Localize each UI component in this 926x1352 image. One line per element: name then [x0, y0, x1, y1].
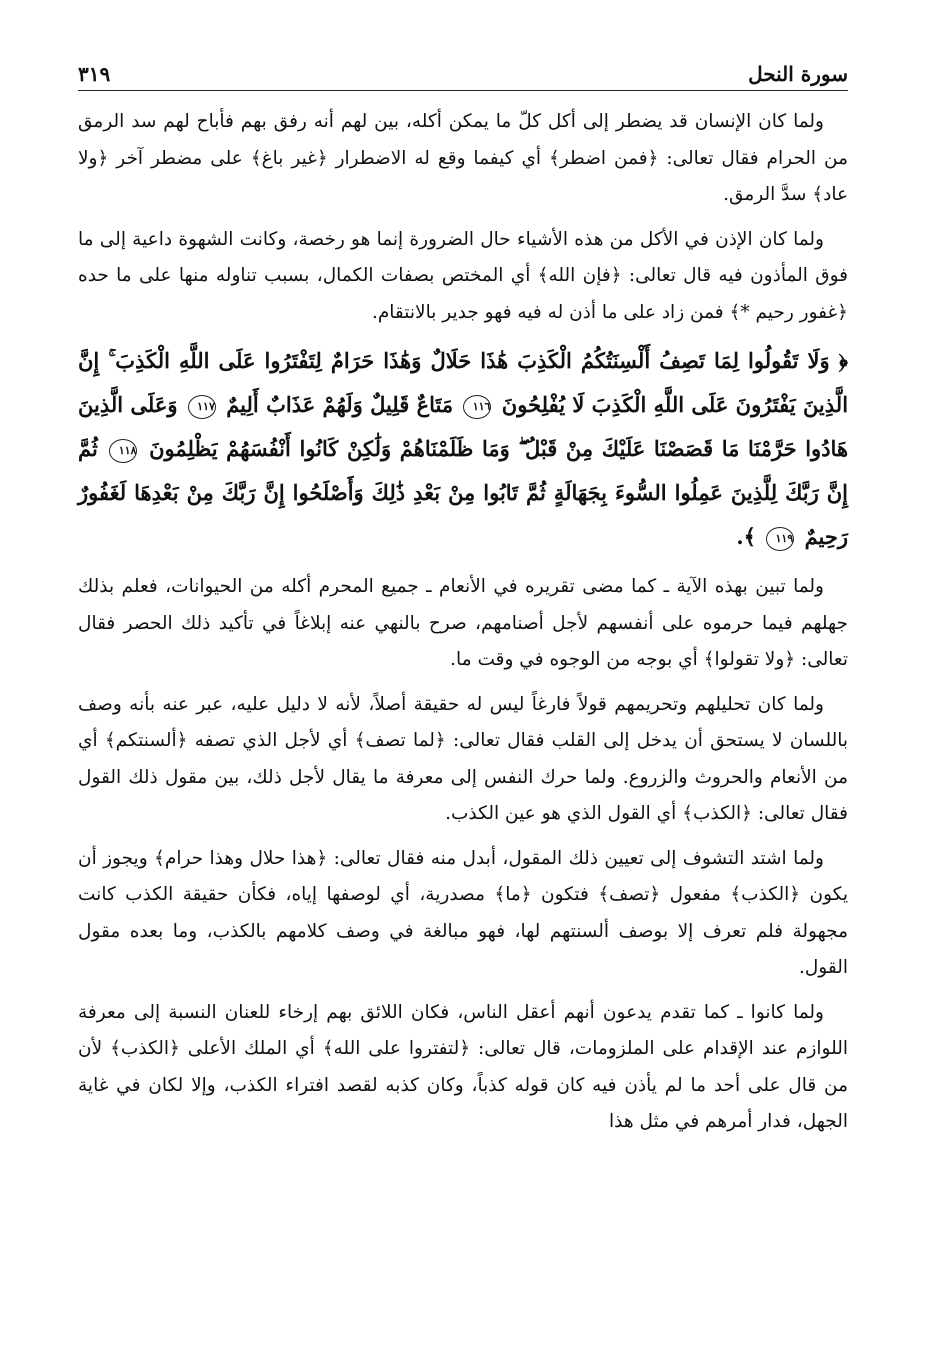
page-header: [78, 50, 848, 91]
verse-number-marker: ١١٨: [109, 439, 137, 463]
paragraph: ولما كانوا ـ كما تقدم يدعون أنهم أعقل الناس، فكان اللائق بهم إرخاء للعنان النسبة إلى معرفة اللوازم عند الإقدام على الملزومات، قال تعالى: ﴿لتفتروا على الله﴾ أي الملك الأعلى ﴿الكذب﴾ لأن من قال على أحد ما لم يأذن فيه كان قوله كذباً، وكان كذبه لقصد افتراء الكذب، وإلا لكان في غاية الجهل، فدار أمرهم في مثل هذا: [78, 1001, 848, 1132]
quran-verse-block: [78, 339, 848, 559]
verse-number-marker: ١١٦: [463, 395, 491, 419]
paragraph: ولما كان الإذن في الأكل من هذه الأشياء حال الضرورة إنما هو رخصة، وكانت الشهوة داعية إلى ما فوق المأذون فيه قال تعالى: ﴿فإن الله﴾ أي المختص بصفات الكمال، بسبب تناوله منها على ما حده ﴿غفور رحيم *﴾ فمن زاد على ما أذن له فيه فهو جدير بالانتقام.: [78, 228, 848, 323]
verse-text: مَتَاعٌ قَلِيلٌ وَلَهُمْ عَذَابٌ أَلِيمٌ: [226, 392, 454, 417]
surah-title: سورة النحل: [748, 62, 848, 86]
verse-text: ﴿ وَلَا تَقُولُوا لِمَا تَصِفُ أَلْسِنَتُكُمُ الْكَذِبَ هَٰذَا حَلَالٌ وَهَٰذَا حَرَامٌ لِتَفْتَرُوا عَلَى اللَّهِ الْكَذِبَ ۚ إِنَّ الَّذِينَ يَفْتَرُونَ عَلَى اللَّهِ الْكَذِبَ لَا يُفْلِحُونَ: [78, 348, 849, 417]
page-body: [78, 104, 848, 1149]
verse-number-marker: ١١٧: [188, 395, 216, 419]
paragraph: ولما كان تحليلهم وتحريمهم قولاً فارغاً ليس له حقيقة أصلاً، لأنه لا دليل عليه، عبر عنه بأنه وصف باللسان لا يستحق أن يدخل إلى القلب فقال تعالى: ﴿لما تصف﴾ أي لأجل الذي تصفه ﴿ألسنتكم﴾ أي من الأنعام والحروث والزروع. ولما حرك النفس إلى معرفة ما يقال لأجل ذلك، بين مقول ذلك القول فقال تعالى: ﴿الكذب﴾ أي القول الذي هو عين الكذب.: [78, 693, 848, 824]
verse-text: وَعَلَى الَّذِينَ هَادُوا حَرَّمْنَا مَا قَصَصْنَا عَلَيْكَ مِنْ قَبْلُ ۖ وَمَا ظَلَمْنَاهُمْ وَلَٰكِنْ كَانُوا أَنْفُسَهُمْ يَظْلِمُونَ: [78, 392, 849, 461]
paragraph: ولما اشتد التشوف إلى تعيين ذلك المقول، أبدل منه فقال تعالى: ﴿هذا حلال وهذا حرام﴾ ويجوز أن يكون ﴿الكذب﴾ مفعول ﴿تصف﴾ فتكون ﴿ما﴾ مصدرية، أي لوصفها إياه، فكأن حقيقة الكذب كانت مجهولة فلم تعرف إلا بوصف ألسنتهم لها، فهو مبالغة في وصف كلامهم بالكذب، وما بعده مقول القول.: [78, 847, 848, 978]
page-number: ٣١٩: [78, 62, 111, 86]
paragraph: ولما تبين بهذه الآية ـ كما مضى تقريره في الأنعام ـ جميع المحرم أكله من الحيوانات، فعلم بذلك جهلهم فيما حرموه على أنفسهم لأجل أصنامهم، صرح بالنهي عنه إبلاغاً في تأكيد ذلك الحصر فقال تعالى: ﴿ولا تقولوا﴾ أي بوجه من الوجوه في وقت ما.: [78, 576, 848, 670]
verse-number-marker: ١١٩: [766, 527, 794, 551]
verse-text: ثُمَّ إِنَّ رَبَّكَ لِلَّذِينَ عَمِلُوا السُّوءَ بِجَهَالَةٍ ثُمَّ تَابُوا مِنْ بَعْدِ ذَٰلِكَ وَأَصْلَحُوا إِنَّ رَبَّكَ مِنْ بَعْدِهَا لَغَفُورٌ رَحِيمٌ: [78, 436, 848, 549]
verse-end: ﴾.: [736, 524, 756, 549]
paragraph: ولما كان الإنسان قد يضطر إلى أكل كلّ ما يمكن أكله، بين لهم أنه رفق بهم فأباح لهم سد الرمق من الحرام فقال تعالى: ﴿فمن اضطر﴾ أي كيفما وقع له الاضطرار ﴿غير باغ﴾ على مضطر آخر ﴿ولا عاد﴾ سدَّ الرمق.: [78, 111, 848, 205]
